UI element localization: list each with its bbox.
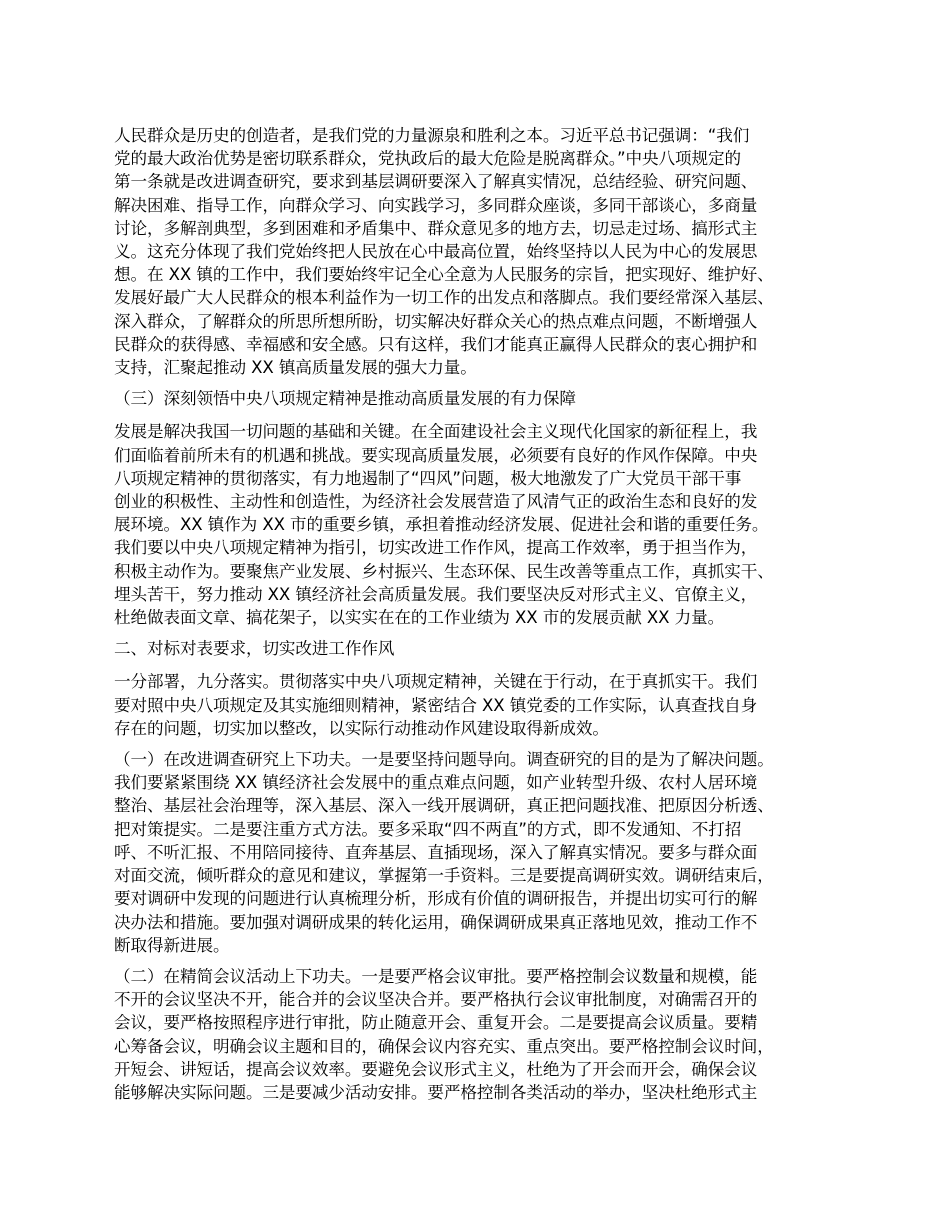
text-line: 不开的会议坚决不开，能合并的会议坚决合并。要严格执行会议审批制度，对确需召开的 <box>114 990 758 1010</box>
text-line: 民群众的获得感、幸福感和安全感。只有这样，我们才能真正赢得人民群众的衷心拥护和 <box>114 334 758 354</box>
text-line: 一分部署，九分落实。贯彻落实中央八项规定精神，关键在于行动，在于真抓实干。我们 <box>114 672 758 692</box>
text-line: 创业的积极性、主动性和创造性，为经济社会发展营造了风清气正的政治生态和良好的发 <box>114 492 758 512</box>
text-line: 呼、不听汇报、不用陪同接待、直奔基层、直插现场，深入了解真实情况。要多与群众面 <box>114 842 758 862</box>
text-line: 杜绝做表面文章、搞花架子，以实实在在的工作业绩为 XX 市的发展贡献 XX 力量。 <box>114 608 725 628</box>
text-line: 我们要紧紧围绕 XX 镇经济社会发展中的重点难点问题，如产业转型升级、农村人居环境 <box>114 773 758 793</box>
paragraph-people-creators <box>114 124 854 379</box>
text-line: 整治、基层社会治理等，深入基层、深入一线开展调研，真正把问题找准、把原因分析透、 <box>114 796 774 816</box>
text-line: 人民群众是历史的创造者，是我们党的力量源泉和胜利之本。习近平总书记强调：“我们 <box>114 126 750 145</box>
text-line: 解决困难、指导工作，向群众学习、向实践学习，多同群众座谈，多同干部谈心，多商量 <box>114 195 758 215</box>
text-line: 义。这充分体现了我们党始终把人民放在心中最高位置，始终坚持以人民为中心的发展思 <box>114 242 758 262</box>
text-line: 会议，要严格按照程序进行审批，防止随意开会、重复开会。二是要提高会议质量。要精 <box>114 1013 758 1033</box>
text-line: 要对调研中发现的问题进行认真梳理分析，形成有价值的调研报告，并提出切实可行的解 <box>114 889 758 909</box>
paragraph-research <box>114 748 854 957</box>
text-line: 开短会、讲短话，提高会议效率。要避免会议形式主义，杜绝为了开会而开会，确保会议 <box>114 1059 758 1079</box>
text-line: 讨论，多解剖典型，多到困难和矛盾集中、群众意见多的地方去，切忌走过场、搞形式主 <box>114 218 758 238</box>
text-line: 存在的问题，切实加以整改，以实际行动推动作风建设取得新成效。 <box>114 718 609 738</box>
text-line: 们面临着前所未有的机遇和挑战。要实现高质量发展，必须要有良好的作风作保障。中央 <box>114 445 758 465</box>
text-line: 第一条就是改进调查研究，要求到基层调研要深入了解真实情况，总结经验、研究问题、 <box>114 172 758 192</box>
text-line: 积极主动作为。要聚焦产业发展、乡村振兴、生态环保、民生改善等重点工作，真抓实干、 <box>114 561 774 581</box>
document-page <box>114 124 854 1112</box>
section-heading-2 <box>114 637 854 660</box>
paragraph-development <box>114 420 854 629</box>
text-line: 决办法和措施。要加强对调研成果的转化运用，确保调研成果真正落地见效，推动工作不 <box>114 912 758 932</box>
paragraph-deployment <box>114 670 854 740</box>
text-line: （一）在改进调查研究上下功夫。一是要坚持问题导向。调查研究的目的是为了解决问题。 <box>114 750 774 770</box>
text-line: 断取得新进展。 <box>114 935 230 955</box>
text-line: 要对照中央八项规定及其实施细则精神，紧密结合 XX 镇党委的工作实际，认真查找自身 <box>114 695 758 715</box>
text-line: （二）在精简会议活动上下功夫。一是要严格会议审批。要严格控制会议数量和规模，能 <box>114 966 758 986</box>
text-line: 心筹备会议，明确会议主题和目的，确保会议内容充实、重点突出。要严格控制会议时间， <box>114 1036 774 1056</box>
text-line: 支持，汇聚起推动 XX 镇高质量发展的强大力量。 <box>114 358 477 378</box>
text-line: 深入群众，了解群众的所思所想所盼，切实解决好群众关心的热点难点问题，不断增强人 <box>114 311 758 331</box>
paragraph-meetings <box>114 965 854 1104</box>
text-line: 把对策提实。二是要注重方式方法。要多采取“四不两直”的方式，即不发通知、不打招 <box>114 819 742 839</box>
text-line: 想。在 XX 镇的工作中，我们要始终牢记全心全意为人民服务的宗旨，把实现好、维护好、 <box>114 265 774 285</box>
text-line: 八项规定精神的贯彻落实，有力地遏制了“四风”问题，极大地激发了广大党员干部干事 <box>114 468 742 488</box>
text-line: 发展是解决我国一切问题的基础和关键。在全面建设社会主义现代化国家的新征程上，我 <box>114 422 758 442</box>
text-line: 能够解决实际问题。三是要减少活动安排。要严格控制各类活动的举办，坚决杜绝形式主 <box>114 1082 758 1102</box>
heading-text: 二、对标对表要求，切实改进工作作风 <box>114 639 395 659</box>
text-line: 发展好最广大人民群众的根本利益作为一切工作的出发点和落脚点。我们要经常深入基层、 <box>114 288 774 308</box>
heading-text: （三）深刻领悟中央八项规定精神是推动高质量发展的有力保障 <box>114 389 576 409</box>
text-line: 我们要以中央八项规定精神为指引，切实改进工作作风，提高工作效率，勇于担当作为， <box>114 538 758 558</box>
text-line: 党的最大政治优势是密切联系群众，党执政后的最大危险是脱离群众。”中央八项规定的 <box>114 149 741 169</box>
text-line: 展环境。XX 镇作为 XX 市的重要乡镇，承担着推动经济发展、促进社会和谐的重要任务。 <box>114 515 769 535</box>
text-line: 埋头苦干，努力推动 XX 镇经济社会高质量发展。我们要坚决反对形式主义、官僚主义， <box>114 584 758 604</box>
text-line: 对面交流，倾听群众的意见和建议，掌握第一手资料。三是要提高调研实效。调研结束后， <box>114 866 774 886</box>
section-heading-3 <box>114 387 854 410</box>
